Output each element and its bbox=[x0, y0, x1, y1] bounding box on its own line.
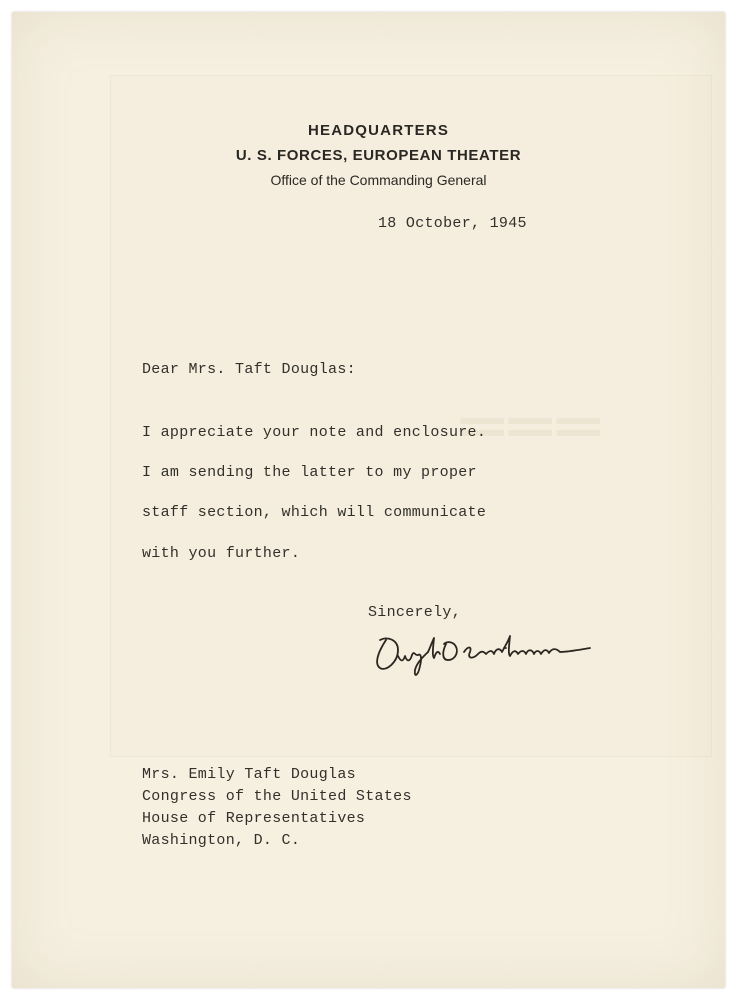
closing: Sincerely, bbox=[368, 604, 462, 621]
body-line: I appreciate your note and enclosure. bbox=[142, 424, 487, 441]
letterhead-forces: U. S. FORCES, EUROPEAN THEATER bbox=[235, 147, 522, 164]
body-line: staff section, which will communicate bbox=[142, 504, 487, 521]
letterhead-headquarters: HEADQUARTERS bbox=[307, 122, 450, 139]
signature bbox=[368, 622, 648, 682]
salutation: Dear Mrs. Taft Douglas: bbox=[142, 361, 356, 378]
address-line: Mrs. Emily Taft Douglas bbox=[142, 766, 356, 783]
watermark-decoration: ═══ bbox=[461, 386, 606, 468]
address-line: Congress of the United States bbox=[142, 788, 412, 805]
body-line: I am sending the latter to my proper bbox=[142, 464, 477, 481]
body-line: with you further. bbox=[142, 545, 301, 562]
address-line: House of Representatives bbox=[142, 810, 366, 827]
letterhead-office: Office of the Commanding General bbox=[270, 172, 487, 188]
letter-date: 18 October, 1945 bbox=[378, 215, 527, 232]
address-line: Washington, D. C. bbox=[142, 832, 301, 849]
